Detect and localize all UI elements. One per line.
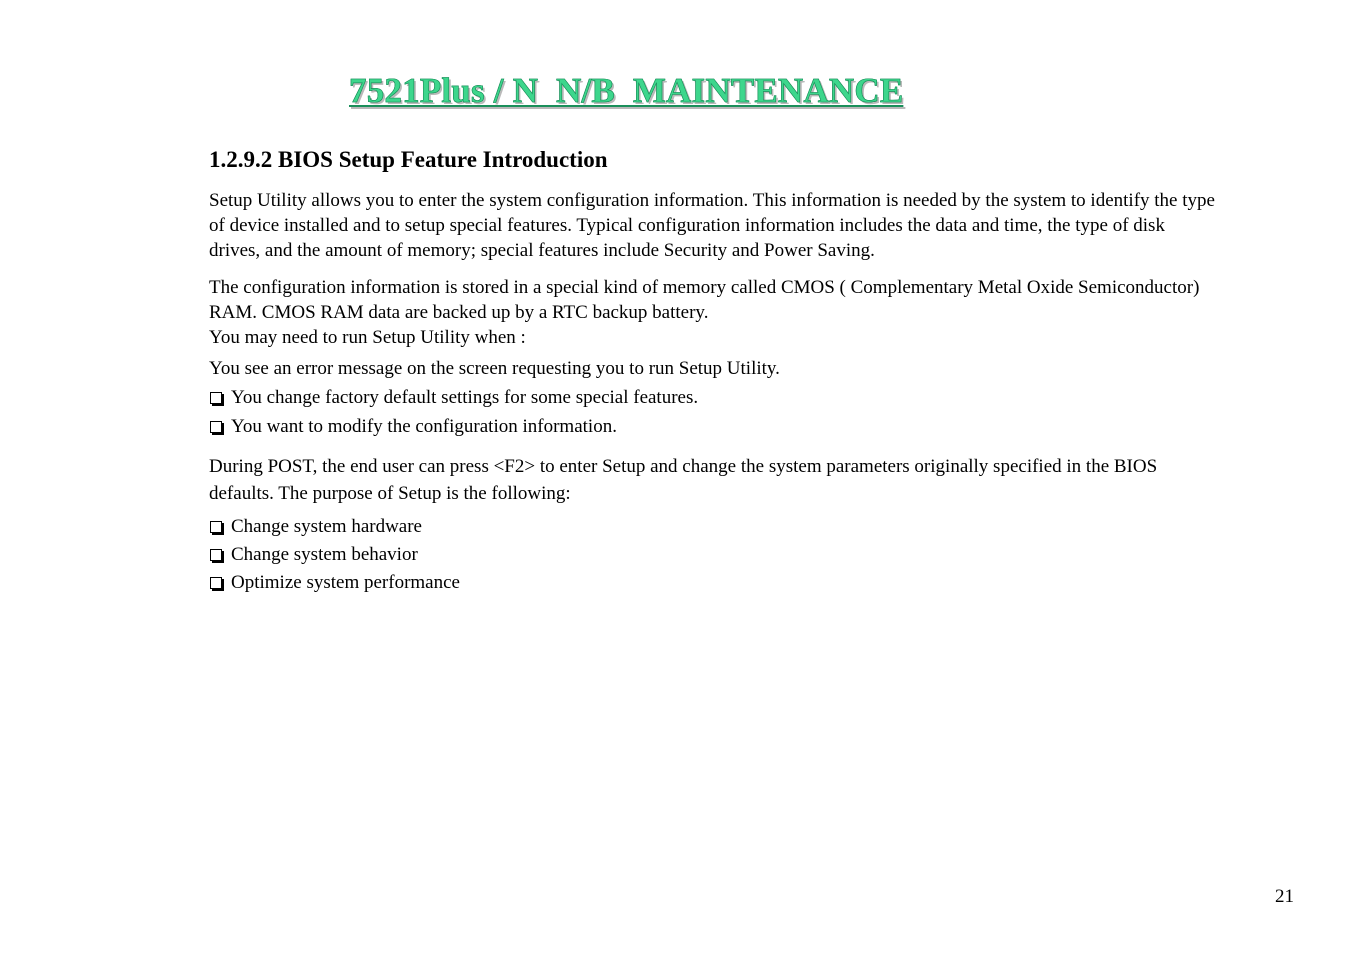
when-intro: You may need to run Setup Utility when : bbox=[209, 327, 526, 348]
main-content bbox=[209, 146, 1219, 597]
checkbox-icon bbox=[210, 521, 222, 533]
list-item-text: You change factory default settings for some special features. bbox=[231, 387, 699, 408]
checkbox-icon bbox=[210, 392, 222, 404]
when-list bbox=[209, 383, 1219, 441]
document-title: 7521Plus / N N/B MAINTENANCE bbox=[349, 71, 904, 110]
list-item bbox=[209, 513, 1219, 541]
cmos-paragraph: The configuration information is stored in a special kind of memory called CMOS ( Complementary Metal Oxide Semiconductor) RAM. CMOS RAM data are backed up by a RTC backup battery. bbox=[209, 277, 1200, 323]
list-item-text: Change system hardware bbox=[231, 516, 422, 537]
post-paragraph: During POST, the end user can press <F2> to enter Setup and change the system parameters originally specified in the BIOS defaults. The purpose of Setup is the following: bbox=[209, 456, 1158, 504]
intro-paragraph: Setup Utility allows you to enter the system configuration information. This information is needed by the system to identify the type of device installed and to setup special features. Typical configuration information includes the data and time, the type of disk drives, and the amount of memory; special features include Security and Power Saving. bbox=[209, 190, 1215, 261]
list-item-text: You want to modify the configuration information. bbox=[231, 416, 617, 437]
list-item bbox=[209, 569, 1219, 597]
purpose-list bbox=[209, 513, 1219, 597]
list-item-text: Change system behavior bbox=[231, 544, 418, 565]
checkbox-icon bbox=[210, 549, 222, 561]
list-item bbox=[209, 541, 1219, 569]
checkbox-icon bbox=[210, 421, 222, 433]
checkbox-icon bbox=[210, 577, 222, 589]
list-item bbox=[209, 383, 1219, 412]
list-item-text: Optimize system performance bbox=[231, 572, 460, 593]
list-item bbox=[209, 412, 1219, 441]
section-heading: 1.2.9.2 BIOS Setup Feature Introduction bbox=[209, 147, 608, 172]
when-error-line: You see an error message on the screen requesting you to run Setup Utility. bbox=[209, 358, 780, 379]
page-number: 21 bbox=[1275, 886, 1294, 907]
